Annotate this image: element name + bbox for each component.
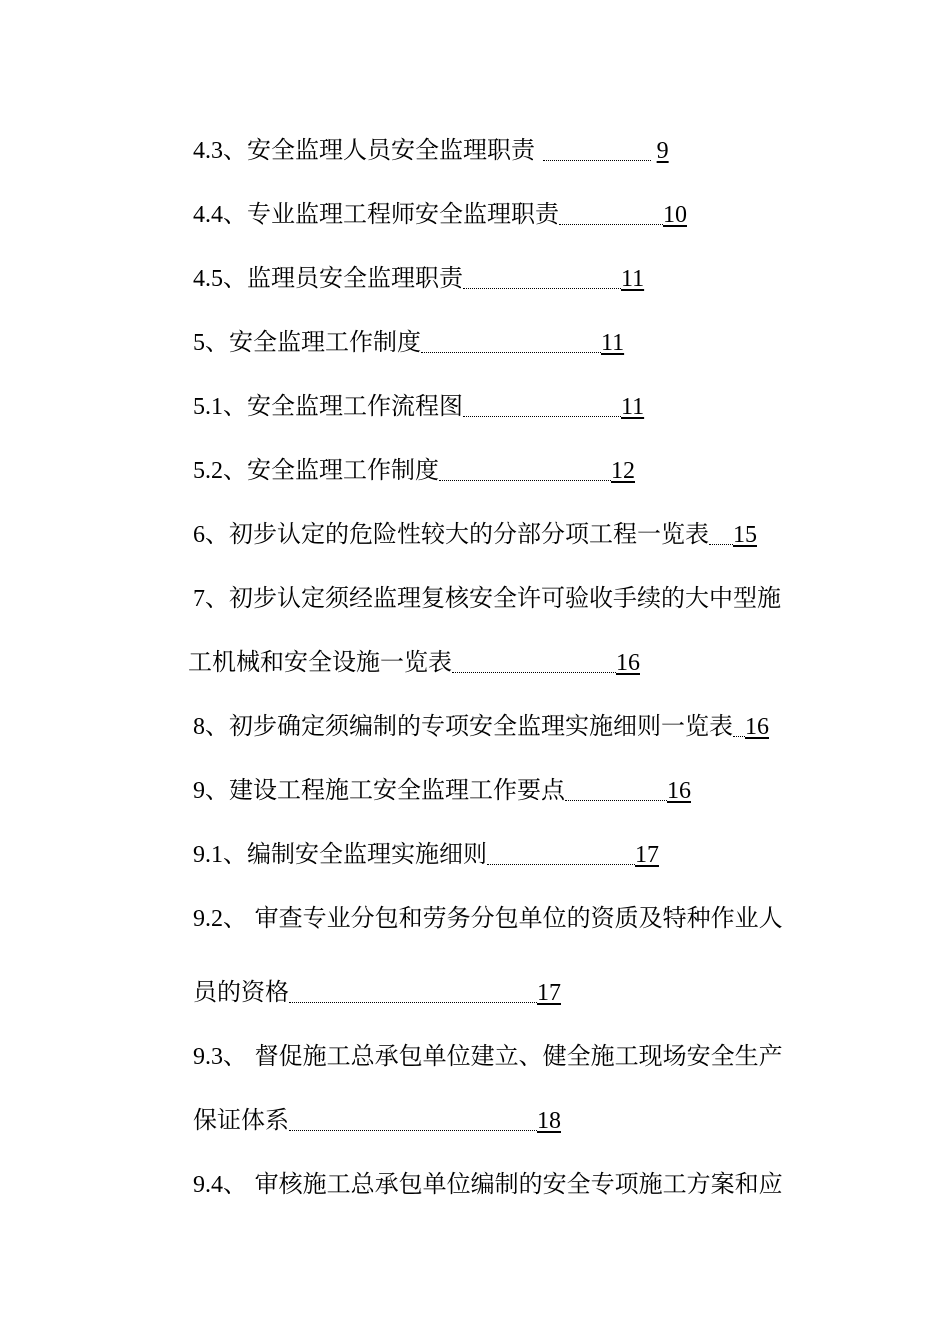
toc-entry-number: 5.2 bbox=[193, 458, 223, 484]
toc-entry-6[interactable] bbox=[193, 514, 757, 554]
toc-entry-title: 、建设工程施工安全监理工作要点 bbox=[205, 776, 565, 804]
toc-entry-page: 10 bbox=[663, 202, 687, 228]
toc-entry-5[interactable] bbox=[193, 322, 624, 362]
toc-entry-number: 4.5 bbox=[193, 266, 223, 292]
toc-entry-number: 8 bbox=[193, 714, 205, 740]
toc-entry-9[interactable] bbox=[193, 770, 691, 810]
toc-entry-title: 、 督促施工总承包单位建立、健全施工现场安全生产 bbox=[223, 1042, 783, 1070]
toc-leader-dots bbox=[543, 159, 651, 161]
toc-entry-number: 5 bbox=[193, 330, 205, 356]
toc-entry-4-3[interactable] bbox=[193, 130, 669, 170]
toc-entry-page: 11 bbox=[621, 266, 645, 292]
toc-entry-8[interactable] bbox=[193, 706, 769, 746]
toc-leader-dots bbox=[709, 543, 733, 545]
toc-entry-number: 7 bbox=[193, 586, 205, 612]
toc-entry-4-4[interactable] bbox=[193, 194, 687, 234]
toc-entry-7[interactable] bbox=[193, 578, 781, 618]
toc-leader-dots bbox=[487, 863, 635, 865]
toc-entry-title: 、初步认定的危险性较大的分部分项工程一览表 bbox=[205, 520, 709, 548]
toc-entry-page: 11 bbox=[621, 394, 645, 420]
toc-entry-title: 、专业监理工程师安全监理职责 bbox=[223, 200, 559, 228]
toc-entry-5-1[interactable] bbox=[193, 386, 644, 426]
toc-entry-number: 9.3 bbox=[193, 1044, 223, 1070]
toc-entry-number: 6 bbox=[193, 522, 205, 548]
toc-entry-title: 、安全监理工作制度 bbox=[205, 328, 421, 356]
toc-leader-dots bbox=[421, 351, 601, 353]
toc-entry-title: 、初步认定须经监理复核安全许可验收手续的大中型施 bbox=[205, 584, 781, 612]
toc-leader-dots bbox=[463, 415, 621, 417]
toc-entry-number: 9.2 bbox=[193, 906, 223, 932]
toc-leader-dots bbox=[452, 671, 616, 673]
toc-entry-9-2-continuation[interactable] bbox=[193, 972, 561, 1012]
toc-entry-title: 、 审核施工总承包单位编制的安全专项施工方案和应 bbox=[223, 1170, 783, 1198]
toc-entry-number: 9.4 bbox=[193, 1172, 223, 1198]
toc-leader-dots bbox=[289, 1129, 537, 1131]
toc-entry-page: 11 bbox=[601, 330, 625, 356]
toc-leader-dots bbox=[439, 479, 611, 481]
toc-entry-page: 18 bbox=[537, 1108, 561, 1134]
toc-entry-4-5[interactable] bbox=[193, 258, 644, 298]
toc-entry-page: 9 bbox=[656, 138, 669, 164]
toc-entry-9-4[interactable] bbox=[193, 1164, 783, 1204]
toc-entry-page: 16 bbox=[745, 714, 769, 740]
toc-entry-title: 、编制安全监理实施细则 bbox=[223, 840, 487, 868]
toc-entry-number: 5.1 bbox=[193, 394, 223, 420]
toc-entry-title-continuation: 员的资格 bbox=[193, 978, 289, 1006]
toc-entry-title-continuation: 工机械和安全设施一览表 bbox=[188, 648, 452, 676]
toc-entry-page: 16 bbox=[667, 778, 691, 804]
toc-entry-title: 、安全监理人员安全监理职责 bbox=[223, 136, 535, 164]
toc-entry-number: 9 bbox=[193, 778, 205, 804]
toc-entry-9-3-continuation[interactable] bbox=[193, 1100, 561, 1140]
toc-entry-number: 4.3 bbox=[193, 138, 223, 164]
toc-entry-title: 、安全监理工作制度 bbox=[223, 456, 439, 484]
toc-leader-dots bbox=[559, 223, 663, 225]
toc-entry-number: 4.4 bbox=[193, 202, 223, 228]
toc-entry-title: 、 审查专业分包和劳务分包单位的资质及特种作业人 bbox=[223, 904, 783, 932]
toc-entry-9-3[interactable] bbox=[193, 1036, 783, 1076]
toc-entry-9-1[interactable] bbox=[193, 834, 659, 874]
toc-entry-title: 、监理员安全监理职责 bbox=[223, 264, 463, 292]
toc-entry-page: 17 bbox=[635, 842, 659, 868]
toc-entry-7-continuation[interactable] bbox=[188, 642, 640, 682]
toc-leader-dots bbox=[463, 287, 621, 289]
toc-entry-page: 16 bbox=[616, 650, 640, 676]
toc-leader-dots bbox=[733, 735, 745, 737]
toc-entry-title-continuation: 保证体系 bbox=[193, 1106, 289, 1134]
toc-entry-9-2[interactable] bbox=[193, 898, 783, 938]
toc-entry-page: 12 bbox=[611, 458, 635, 484]
toc-entry-page: 15 bbox=[733, 522, 757, 548]
toc-entry-number: 9.1 bbox=[193, 842, 223, 868]
toc-entry-5-2[interactable] bbox=[193, 450, 635, 490]
toc-entry-page: 17 bbox=[537, 980, 561, 1006]
toc-entry-title: 、安全监理工作流程图 bbox=[223, 392, 463, 420]
toc-leader-dots bbox=[565, 799, 667, 801]
toc-leader-dots bbox=[289, 1001, 537, 1003]
toc-entry-title: 、初步确定须编制的专项安全监理实施细则一览表 bbox=[205, 712, 733, 740]
